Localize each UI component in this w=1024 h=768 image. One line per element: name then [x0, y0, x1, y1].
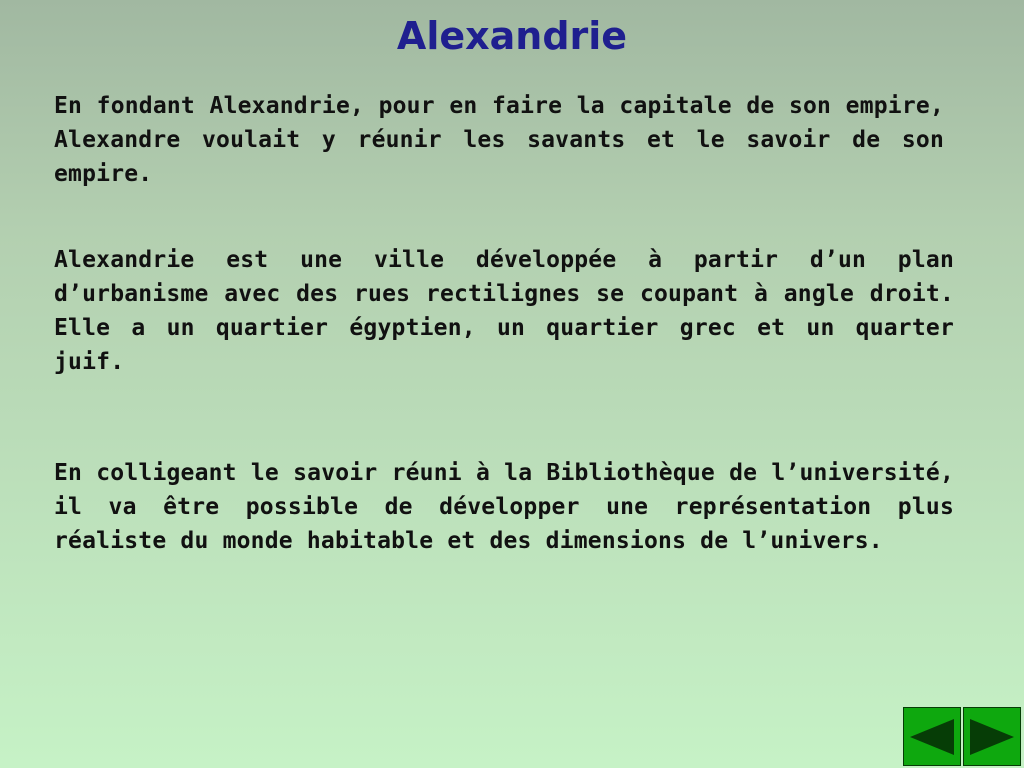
slide-navigation: [903, 707, 1023, 768]
previous-slide-button[interactable]: [903, 707, 961, 766]
paragraph-founding: En fondant Alexandrie, pour en faire la capitale de son empire, Alexandre voulait y réunir les savants et le savoir de son empire.: [54, 93, 944, 187]
triangle-left-icon: [908, 717, 956, 757]
slide-title: Alexandrie: [396, 14, 628, 58]
next-slide-button[interactable]: [963, 707, 1021, 766]
paragraph-urbanism: Alexandrie est une ville développée à partir d’un plan d’urbanisme avec des rues rectilignes se coupant à angle droit. Elle a un quartier égyptien, un quartier grec et un quarter juif.: [54, 247, 954, 375]
paragraph-library: En colligeant le savoir réuni à la Bibliothèque de l’université, il va être possible de développer une représentation plus réaliste du monde habitable et des dimensions de l’univers.: [54, 460, 954, 554]
triangle-right-icon: [968, 717, 1016, 757]
